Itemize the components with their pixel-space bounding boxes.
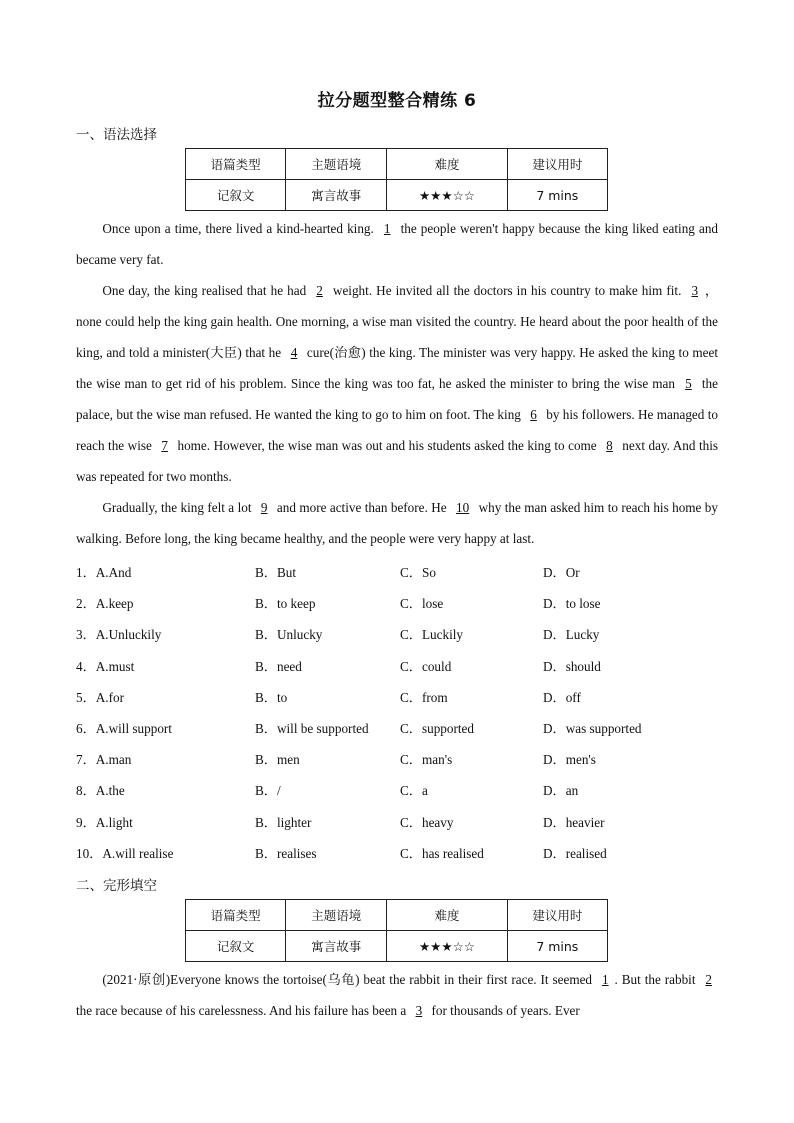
difficulty-stars: ★★★☆☆	[387, 931, 507, 962]
header-cell: 难度	[387, 149, 507, 180]
paragraph-1: (2021·原创)Everyone knows the tortoise(乌龟) beat the rabbit in their first race. It seemed 1 . But the rabbit 2 the race because of his carelessness. And his failure has been a 3 for thousands of years. Ever	[76, 964, 718, 1026]
option-b: B．to	[255, 689, 288, 705]
option-a: 10．A.will realise	[76, 845, 174, 861]
option-a: 8．A.the	[76, 783, 125, 799]
header-cell: 建议用时	[507, 149, 607, 180]
table-value-row	[186, 931, 608, 962]
option-b: B．men	[255, 752, 300, 768]
value-cell: 寓言故事	[286, 931, 387, 962]
option-row	[76, 744, 718, 775]
option-c: C．could	[400, 658, 452, 674]
option-c: C．lose	[400, 596, 444, 612]
option-d: D．Or	[543, 565, 580, 580]
blank-3: 3	[691, 283, 699, 298]
option-d: D．off	[543, 689, 581, 705]
option-a: 7．A.man	[76, 752, 132, 768]
blank-5: 5	[685, 376, 692, 391]
blank-1: 1	[601, 972, 609, 987]
value-cell: 7 mins	[507, 931, 607, 962]
blank-2: 2	[316, 283, 323, 298]
blank-3: 3	[415, 1003, 423, 1018]
option-a: 6．A.will support	[76, 720, 172, 736]
cloze-passage	[76, 964, 718, 1026]
option-d: D．an	[543, 783, 579, 799]
option-row	[76, 713, 718, 744]
header-cell: 建议用时	[507, 900, 607, 931]
option-a: 3．A.Unluckily	[76, 627, 162, 643]
option-row	[76, 838, 718, 869]
option-d: D．to lose	[543, 596, 601, 612]
option-c: C．supported	[400, 720, 474, 736]
table-header-row	[186, 900, 608, 931]
header-cell: 语篇类型	[186, 900, 286, 931]
header-cell: 难度	[387, 900, 507, 931]
info-table-1	[185, 148, 608, 211]
option-a: 9．A.light	[76, 814, 133, 830]
option-b: B．will be supported	[255, 720, 369, 736]
header-cell: 主题语境	[286, 900, 387, 931]
blank-8: 8	[606, 438, 613, 453]
section-heading-cloze: 二、完形填空	[76, 878, 157, 894]
option-row	[76, 557, 718, 588]
option-c: C．heavy	[400, 814, 454, 830]
value-cell: 7 mins	[507, 180, 607, 211]
option-d: D．men's	[543, 752, 596, 768]
option-b: B．to keep	[255, 596, 316, 612]
option-d: D．should	[543, 658, 601, 674]
grammar-passage	[76, 213, 718, 554]
table-header-row	[186, 149, 608, 180]
option-c: C．man's	[400, 752, 453, 768]
header-cell: 语篇类型	[186, 149, 286, 180]
option-b: B．need	[255, 658, 302, 674]
option-c: C．So	[400, 565, 436, 580]
table-value-row	[186, 180, 608, 211]
page-title: 拉分题型整合精练 6	[317, 91, 477, 111]
option-c: C．a	[400, 783, 428, 799]
option-c: C．Luckily	[400, 627, 464, 643]
header-cell: 主题语境	[286, 149, 387, 180]
option-a: 4．A.must	[76, 658, 135, 674]
difficulty-stars: ★★★☆☆	[387, 180, 507, 211]
options-list	[76, 557, 718, 869]
option-a: 2．A.keep	[76, 596, 134, 612]
option-row	[76, 807, 718, 838]
option-c: C．from	[400, 689, 448, 705]
option-row	[76, 651, 718, 682]
blank-4: 4	[290, 345, 298, 360]
option-row	[76, 775, 718, 806]
section-heading-grammar: 一、语法选择	[76, 127, 157, 143]
blank-2: 2	[705, 972, 713, 987]
blank-7: 7	[161, 438, 168, 453]
blank-1: 1	[383, 221, 391, 236]
option-a: 1．A.And	[76, 565, 132, 580]
paragraph-3: Gradually, the king felt a lot 9 and more active than before. He 10 why the man asked him to reach his home by walking. Before long, the king became healthy, and the people were very happy at last.	[76, 492, 718, 554]
option-a: 5．A.for	[76, 689, 124, 705]
option-b: B．/	[255, 783, 281, 799]
option-row	[76, 619, 718, 650]
value-cell: 寓言故事	[286, 180, 387, 211]
option-b: B．Unlucky	[255, 627, 323, 643]
option-b: B．But	[255, 565, 297, 580]
paragraph-1: Once upon a time, there lived a kind-hearted king. 1 the people weren't happy because the king liked eating and became very fat.	[76, 213, 718, 275]
blank-9: 9	[260, 500, 268, 515]
value-cell: 记叙文	[186, 180, 286, 211]
option-b: B．realises	[255, 845, 317, 861]
option-d: D．realised	[543, 845, 607, 861]
info-table-2	[185, 899, 608, 962]
option-b: B．lighter	[255, 814, 312, 830]
blank-10: 10	[456, 500, 470, 515]
value-cell: 记叙文	[186, 931, 286, 962]
option-row	[76, 588, 718, 619]
option-row	[76, 682, 718, 713]
option-d: D．was supported	[543, 720, 642, 736]
option-d: D．heavier	[543, 814, 605, 830]
blank-6: 6	[530, 407, 537, 422]
option-c: C．has realised	[400, 845, 484, 861]
paragraph-2: One day, the king realised that he had 2 weight. He invited all the doctors in his country to make him fit. 3 ， none could help the king gain health. One morning, a wise man visited the country. He heard about the poor health of the king, and told a minister(大臣) that he 4 cure(治愈) the king. The minister was very happy. He asked the king to meet the wise man to get rid of his problem. Since the king was too fat, he asked the minister to bring the wise man 5 the palace, but the wise man refused. He wanted the king to go to him on foot. The king 6 by his followers. He managed to reach the wise 7 home. However, the wise man was out and his students asked the king to come 8 next day. And this was repeated for two months.	[76, 275, 718, 492]
option-d: D．Lucky	[543, 627, 600, 643]
